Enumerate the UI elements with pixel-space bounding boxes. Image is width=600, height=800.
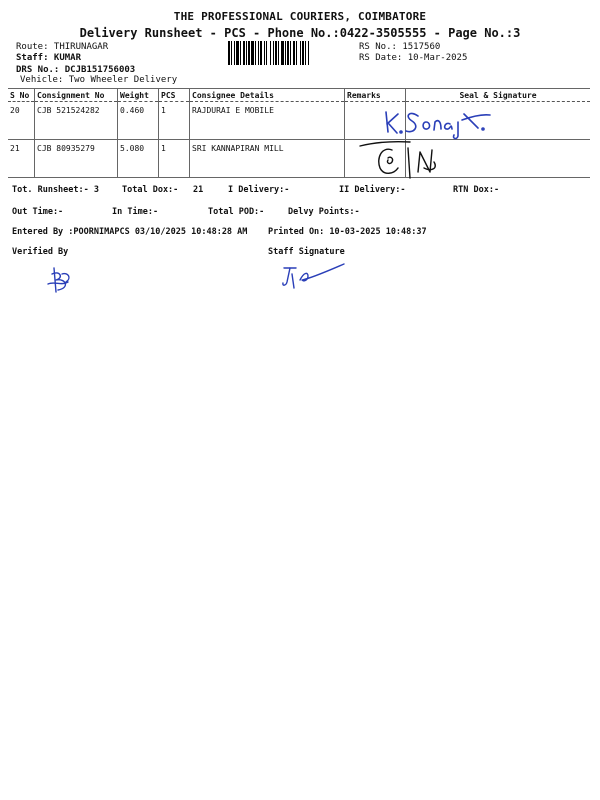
- cell-sno: 21: [8, 140, 35, 178]
- col-consignment: Consignment No: [35, 89, 118, 102]
- col-sno: S No: [8, 89, 35, 102]
- route-label: Route: THIRUNAGAR: [16, 42, 109, 52]
- consignment-table: [8, 88, 590, 178]
- delvy-points: Delvy Points:-: [288, 207, 360, 217]
- table-row: [8, 140, 590, 178]
- total-pod: Total POD:-: [208, 207, 265, 217]
- vehicle-label: Vehicle: Two Wheeler Delivery: [20, 75, 178, 85]
- handwritten-signature-row-20: [378, 102, 498, 140]
- printed-on: Printed On: 10-03-2025 10:48:37: [268, 227, 427, 237]
- i-delivery: I Delivery:-: [228, 185, 290, 195]
- table-header-row: [8, 89, 590, 102]
- verified-by-label: Verified By: [12, 247, 69, 257]
- entered-by: Entered By :POORNIMAPCS 03/10/2025 10:48:28 AM: [12, 227, 248, 237]
- tot-runsheet: Tot. Runsheet:- 3: [12, 185, 99, 195]
- cell-pcs: 1: [159, 102, 190, 140]
- verifier-signature: [44, 264, 78, 298]
- rs-number: RS No.: 1517560: [359, 42, 441, 52]
- total-dox-value: 21: [193, 185, 204, 195]
- col-pcs: PCS: [159, 89, 190, 102]
- cell-weight: 0.460: [118, 102, 159, 140]
- ii-delivery: II Delivery:-: [339, 185, 406, 195]
- col-consignee: Consignee Details: [190, 89, 345, 102]
- table-row: [8, 102, 590, 140]
- staff-signature: [278, 258, 348, 294]
- cell-consignee: SRI KANNAPIRAN MILL: [190, 140, 345, 178]
- drs-number: DRS No.: DCJB151756003: [16, 65, 136, 75]
- company-name: THE PROFESSIONAL COURIERS, COIMBATORE: [173, 10, 427, 23]
- cell-pcs: 1: [159, 140, 190, 178]
- in-time: In Time:-: [112, 207, 159, 217]
- col-seal-signature: Seal & Signature: [406, 89, 591, 102]
- cell-weight: 5.080: [118, 140, 159, 178]
- rtn-dox: RTN Dox:-: [453, 185, 500, 195]
- cell-sno: 20: [8, 102, 35, 140]
- cell-consignee: RAJDURAI E MOBILE: [190, 102, 345, 140]
- col-remarks: Remarks: [345, 89, 406, 102]
- cell-consignment: CJB 521524282: [35, 102, 118, 140]
- total-dox-label: Total Dox:-: [122, 185, 179, 195]
- barcode: [228, 41, 342, 65]
- staff-signature-label: Staff Signature: [268, 247, 345, 257]
- staff-label: Staff: KUMAR: [16, 53, 82, 63]
- rs-date: RS Date: 10-Mar-2025: [359, 53, 468, 63]
- runsheet-title: Delivery Runsheet - PCS - Phone No.:0422-3505555 - Page No.:3: [79, 26, 521, 40]
- out-time: Out Time:-: [12, 207, 64, 217]
- col-weight: Weight: [118, 89, 159, 102]
- cell-consignment: CJB 80935279: [35, 140, 118, 178]
- handwritten-signature-row-21: [358, 138, 448, 182]
